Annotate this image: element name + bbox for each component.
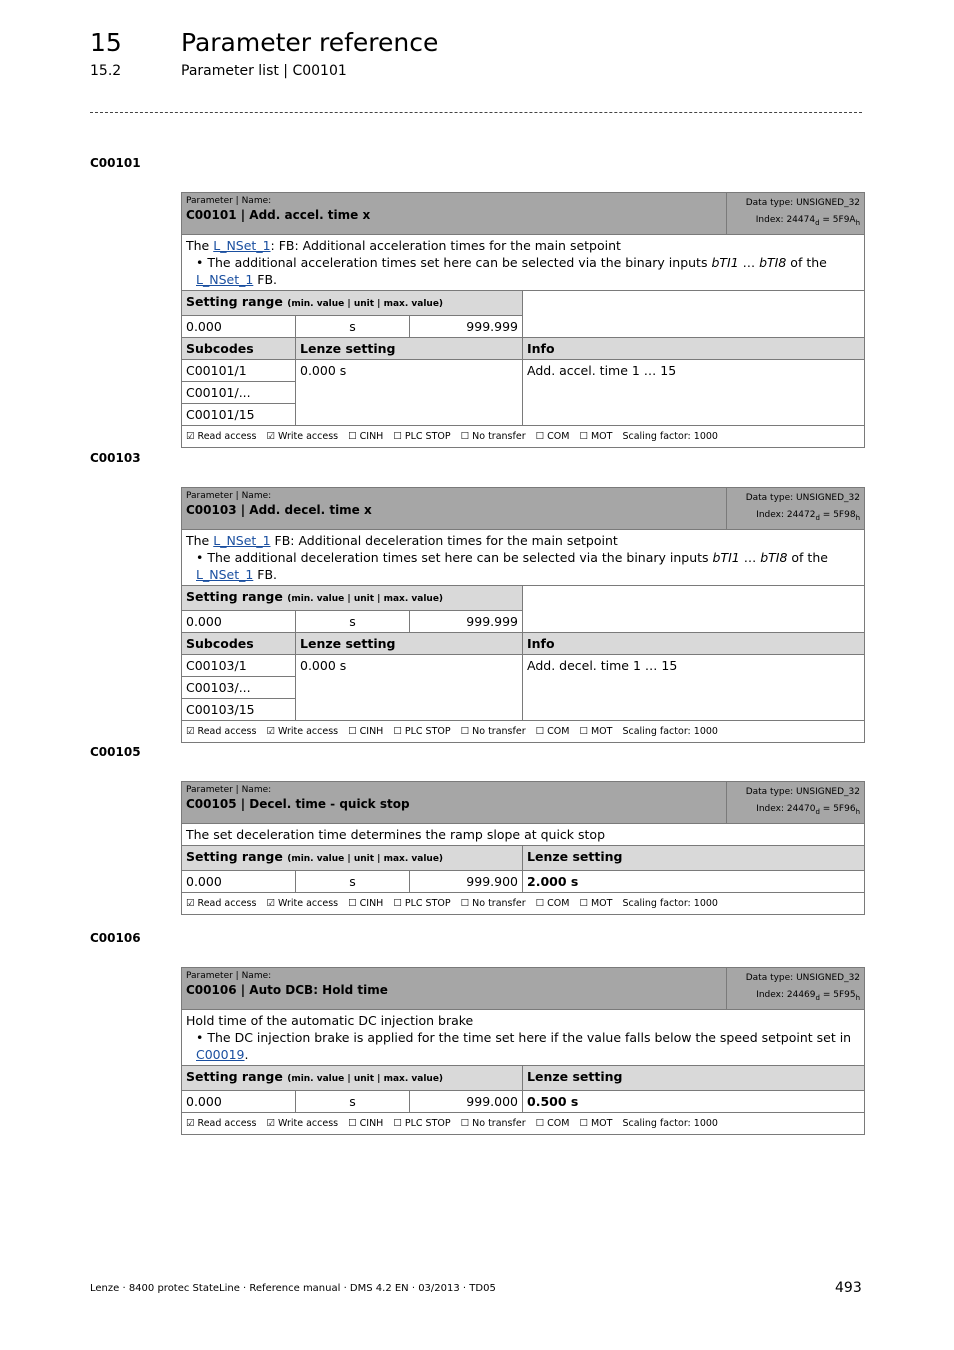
max-value: 999.999	[410, 610, 523, 632]
subcode: C00103/1	[182, 654, 296, 676]
info-value: Add. accel. time 1 … 15	[523, 359, 865, 425]
param-name: C00106 | Auto DCB: Hold time	[186, 983, 388, 997]
index: Index: $24470_d = 5F96_h$	[756, 804, 860, 816]
description-bullet: • The additional acceleration times set here can be selected via the binary inputs bTI1 … bTI8 of the L_NSet_1 FB.	[196, 254, 827, 287]
lnset-link[interactable]: L_NSet_1	[213, 532, 271, 548]
lenze-setting-value: 0.500 s	[523, 1090, 865, 1112]
unit: s	[296, 315, 410, 337]
info-value: Add. decel. time 1 … 15	[523, 654, 865, 720]
param-name: C00105 | Decel. time - quick stop	[186, 797, 410, 811]
subcode: C00101/...	[182, 381, 296, 403]
min-value: 0.000	[182, 315, 296, 337]
subcode: C00101/15	[182, 403, 296, 425]
datatype: Data type: UNSIGNED_32	[745, 973, 861, 983]
max-value: 999.000	[410, 1090, 523, 1112]
datatype-cell	[727, 488, 865, 530]
min-value: 0.000	[182, 610, 296, 632]
page-number: 493	[835, 1280, 862, 1296]
param-name-cell	[182, 488, 727, 530]
section-title: Parameter list | C00101	[181, 63, 347, 79]
access-flags: ☑ Read access ☑ Write access ☐ CINH ☐ PLC STOP ☐ No transfer ☐ COM ☐ MOT Scaling factor: 1000	[182, 425, 865, 447]
param-table	[181, 967, 865, 1135]
datatype-cell	[727, 782, 865, 824]
subcodes-header: Subcodes	[182, 632, 296, 654]
param-heading: C00105	[90, 745, 141, 759]
lenze-setting-header: Lenze setting	[296, 632, 523, 654]
info-header: Info	[523, 337, 865, 359]
param-table	[181, 487, 865, 743]
param-label: Parameter | Name:	[186, 196, 272, 206]
chapter-number: 15	[90, 28, 122, 57]
min-value: 0.000	[182, 870, 296, 892]
datatype-cell	[727, 193, 865, 235]
unit: s	[296, 1090, 410, 1112]
lnset-link[interactable]: L_NSet_1	[213, 237, 271, 253]
lenze-setting-header: Lenze setting	[296, 337, 523, 359]
setting-range-header: Setting range (min. value | unit | max. value)	[182, 585, 523, 610]
description-cell	[182, 529, 865, 585]
subcode: C00103/...	[182, 676, 296, 698]
empty-cell	[523, 290, 865, 337]
datatype: Data type: UNSIGNED_32	[745, 493, 860, 503]
param-label: Parameter | Name:	[186, 971, 272, 981]
param-heading: C00106	[90, 931, 141, 945]
unit: s	[296, 610, 410, 632]
index: Index: $24469_d = 5F95_h$	[756, 990, 861, 1002]
empty-cell	[523, 585, 865, 632]
section-number: 15.2	[90, 63, 122, 79]
lenze-setting-value: 0.000 s	[296, 359, 523, 425]
chapter-title: Parameter reference	[181, 28, 439, 57]
lenze-setting-header: Lenze setting	[523, 845, 865, 870]
lenze-setting-value: 2.000 s	[523, 870, 865, 892]
param-name-cell	[182, 968, 727, 1010]
param-label: Parameter | Name:	[186, 491, 272, 501]
max-value: 999.900	[410, 870, 523, 892]
header-divider	[90, 112, 862, 113]
subcodes-header: Subcodes	[182, 337, 296, 359]
datatype-cell	[727, 968, 865, 1010]
description-cell	[182, 1009, 865, 1065]
index: Index: $24472_d = 5F98_h$	[756, 510, 860, 522]
param-table	[181, 781, 865, 915]
description-cell	[182, 234, 865, 290]
description: The L_NSet_1 FB: Additional deceleration times for the main setpoint	[186, 532, 618, 548]
access-flags: ☑ Read access ☑ Write access ☐ CINH ☐ PLC STOP ☐ No transfer ☐ COM ☐ MOT Scaling factor: 1000	[182, 720, 865, 742]
access-flags: ☑ Read access ☑ Write access ☐ CINH ☐ PLC STOP ☐ No transfer ☐ COM ☐ MOT Scaling factor: 1000	[182, 892, 865, 914]
description-bullet: • The DC injection brake is applied for the time set here if the value falls below the speed setpoint set in C00019.	[196, 1029, 852, 1062]
param-heading: C00101	[90, 156, 141, 170]
param-heading: C00103	[90, 451, 141, 465]
setting-range-header: Setting range (min. value | unit | max. value)	[182, 1065, 523, 1090]
access-flags: ☑ Read access ☑ Write access ☐ CINH ☐ PLC STOP ☐ No transfer ☐ COM ☐ MOT Scaling factor: 1000	[182, 1112, 865, 1134]
setting-range-header: Setting range (min. value | unit | max. value)	[182, 845, 523, 870]
description-bullet: • The additional deceleration times set here can be selected via the binary inputs bTI1 … bTI8 of the L_NSet_1 FB.	[196, 549, 828, 582]
param-name: C00103 | Add. decel. time x	[186, 503, 372, 517]
subcode: C00103/15	[182, 698, 296, 720]
setting-range-header: Setting range (min. value | unit | max. value)	[182, 290, 523, 315]
unit: s	[296, 870, 410, 892]
index: Index: $24474_d = 5F9A_h$	[755, 215, 861, 227]
param-name-cell	[182, 193, 727, 235]
lnset-link[interactable]: L_NSet_1	[196, 271, 254, 287]
datatype: Data type: UNSIGNED_32	[745, 787, 860, 797]
lenze-setting-value: 0.000 s	[296, 654, 523, 720]
description: Hold time of the automatic DC injection brake	[186, 1012, 474, 1028]
max-value: 999.999	[410, 315, 523, 337]
c00019-link[interactable]: C00019	[196, 1046, 245, 1062]
param-name-cell	[182, 782, 727, 824]
description: The L_NSet_1: FB: Additional acceleration times for the main setpoint	[186, 237, 621, 253]
info-header: Info	[523, 632, 865, 654]
lnset-link[interactable]: L_NSet_1	[196, 566, 254, 582]
lenze-setting-header: Lenze setting	[523, 1065, 865, 1090]
param-table	[181, 192, 865, 448]
subcode: C00101/1	[182, 359, 296, 381]
min-value: 0.000	[182, 1090, 296, 1112]
param-label: Parameter | Name:	[186, 785, 272, 795]
datatype: Data type: UNSIGNED_32	[745, 198, 861, 208]
param-name: C00101 | Add. accel. time x	[186, 208, 371, 222]
description: The set deceleration time determines the ramp slope at quick stop	[182, 823, 865, 845]
page-footer: Lenze · 8400 protec StateLine · Reference manual · DMS 4.2 EN · 03/2013 · TD05	[90, 1283, 496, 1294]
